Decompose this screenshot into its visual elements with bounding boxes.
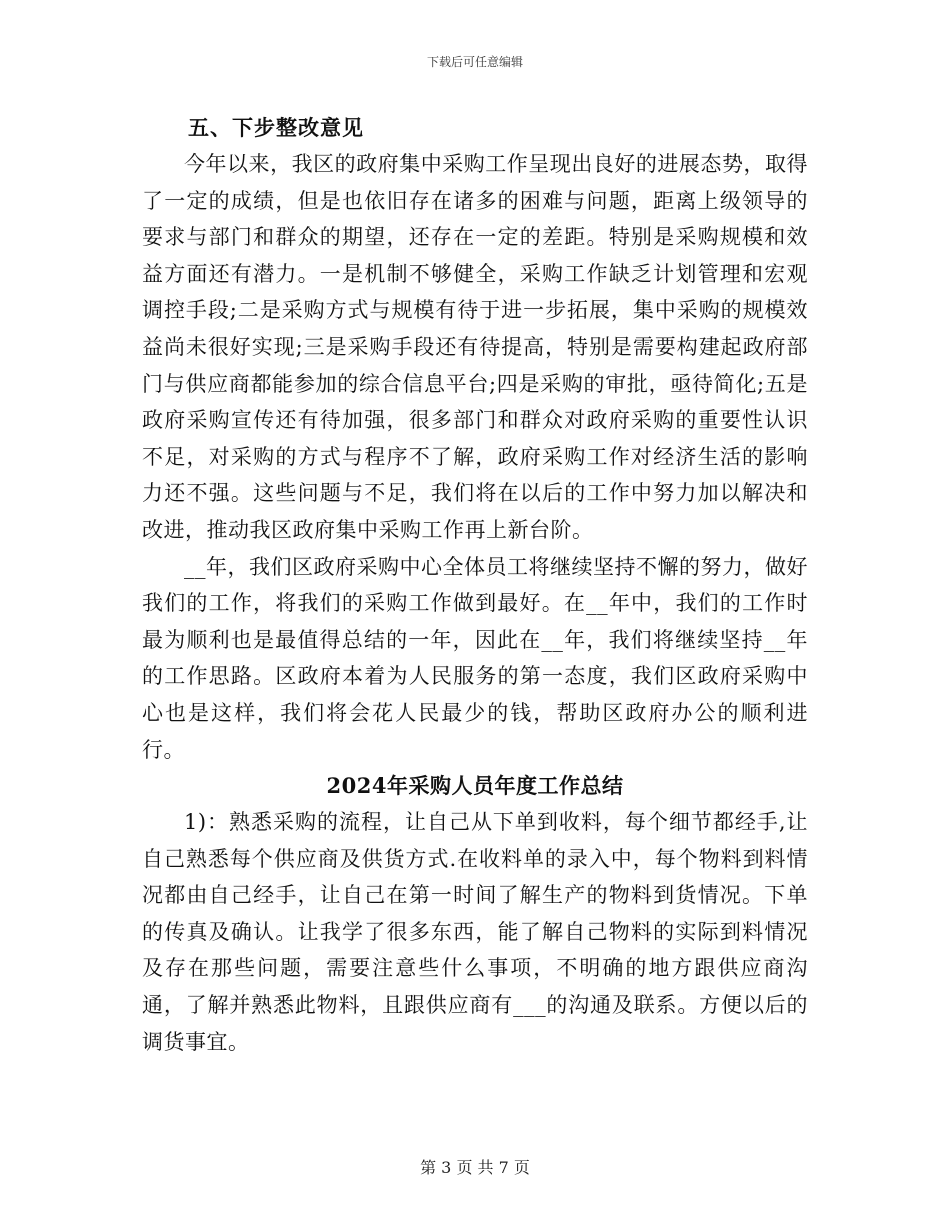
page-number: 第 3 页 共 7 页 bbox=[420, 1158, 530, 1177]
section-paragraph-1: 今年以来，我区的政府集中采购工作呈现出良好的进展态势，取得了一定的成绩，但是也依旧存在诸多的困难与问题，距离上级领导的要求与部门和群众的期望，还存在一定的差距。特别是采购规模和效益方面还有潜力。一是机制不够健全，采购工作缺乏计划管理和宏观调控手段;二是采购方式与规模有待于进一步拓展，集中采购的规模效益尚未很好实现;三是采购手段还有待提高，特别是需要构建起政府部门与供应商都能参加的综合信息平台;四是采购的审批，亟待简化;五是政府采购宣传还有待加强，很多部门和群众对政府采购的重要性认识不足，对采购的方式与程序不了解，政府采购工作对经济生活的影响力还不强。这些问题与不足，我们将在以后的工作中努力加以解决和改进，推动我区政府集中采购工作再上新台阶。 bbox=[142, 152, 808, 542]
section-heading: 五、下步整改意见 bbox=[188, 115, 364, 140]
section-paragraph-2: __年，我们区政府采购中心全体员工将继续坚持不懈的努力，做好我们的工作，将我们的采购工作做到最好。在__年中，我们的工作时最为顺利也是最值得总结的一年，因此在__年，我们将继续坚持__年的工作思路。区政府本着为人民服务的第一态度，我们区政府采购中心也是这样，我们将会花人民最少的钱，帮助区政府办公的顺利进行。 bbox=[142, 554, 808, 762]
document-title: 2024年采购人员年度工作总结 bbox=[326, 773, 624, 799]
page-content bbox=[142, 110, 808, 1060]
header-note: 下载后可任意编辑 bbox=[426, 55, 523, 69]
document-paragraph-1: 1)：熟悉采购的流程，让自己从下单到收料，每个细节都经手,让自己熟悉每个供应商及供货方式.在收料单的录入中，每个物料到料情况都由自己经手，让自己在第一时间了解生产的物料到货情况。下单的传真及确认。让我学了很多东西，能了解自己物料的实际到料情况及存在那些问题，需要注意些什么事项，不明确的地方跟供应商沟通，了解并熟悉此物料，且跟供应商有___的沟通及联系。方便以后的调货事宜。 bbox=[142, 810, 808, 1054]
